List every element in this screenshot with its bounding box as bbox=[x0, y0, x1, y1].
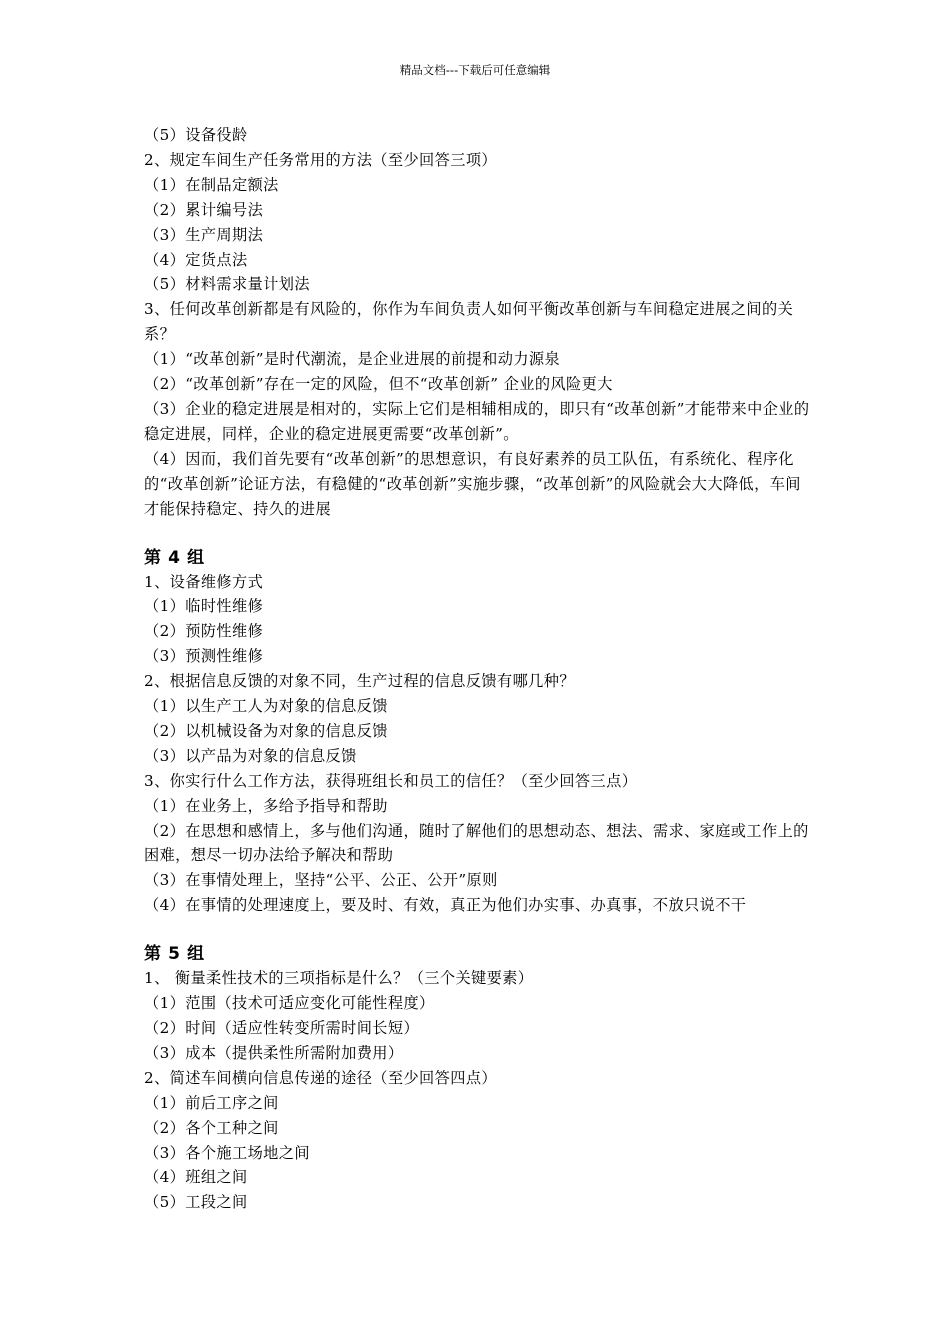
text-paragraph: （3）企业的稳定进展是相对的，实际上它们是相辅相成的，即只有“改革创新”才能带来中企业的稳定进展，同样，企业的稳定进展更需要“改革创新”。 bbox=[144, 399, 810, 443]
text-line: （2）“改革创新”存在一定的风险，但不“改革创新” 企业的风险更大 bbox=[144, 375, 613, 394]
text-line: （2）时间（适应性转变所需时间长短） bbox=[144, 1019, 420, 1037]
text-line: （2）预防性维修 bbox=[144, 622, 264, 641]
group-5-section bbox=[144, 942, 814, 1215]
text-line: （4）在事情的处理速度上，要及时、有效，真正为他们办实事、办真事，不放只说不干 bbox=[144, 896, 747, 915]
text-line: （1）在制品定额法 bbox=[144, 175, 279, 194]
text-line: （5）设备役龄 bbox=[144, 126, 248, 144]
text-line: （5）工段之间 bbox=[144, 1193, 248, 1212]
text-line: （1）范围（技术可适应变化可能性程度） bbox=[144, 994, 435, 1013]
text-line: （1）“改革创新”是时代潮流，是企业进展的前提和动力源泉 bbox=[144, 350, 561, 369]
question-line: 2、简述车间横向信息传递的途径（至少回答四点） bbox=[144, 1068, 497, 1087]
group-4-section bbox=[144, 546, 814, 919]
text-line: （3）预测性维修 bbox=[144, 647, 264, 666]
text-line: （2）以机械设备为对象的信息反馈 bbox=[144, 721, 388, 740]
question-line: 2、根据信息反馈的对象不同，生产过程的信息反馈有哪几种？ bbox=[144, 672, 575, 691]
text-line: （3）各个施工场地之间 bbox=[144, 1143, 310, 1162]
text-line: （4）定货点法 bbox=[144, 250, 248, 269]
text-line: （3）在事情处理上，坚持“公平、公正、公开”原则 bbox=[144, 871, 498, 890]
text-line: （1）以生产工人为对象的信息反馈 bbox=[144, 697, 388, 716]
text-paragraph: （2）在思想和感情上，多与他们沟通，随时了解他们的思想动态、想法、需求、家庭或工作上的困难，想尽一切办法给予解决和帮助 bbox=[144, 821, 809, 865]
question-line: 2、规定车间生产任务常用的方法（至少回答三项） bbox=[144, 150, 497, 169]
intro-section bbox=[144, 123, 814, 522]
group-5-heading: 第 5 组 bbox=[144, 944, 205, 965]
question-line: 1、设备维修方式 bbox=[144, 572, 264, 591]
text-line: （2）各个工种之间 bbox=[144, 1118, 279, 1137]
question-paragraph: 3、任何改革创新都是有风险的，你作为车间负责人如何平衡改革创新与车间稳定进展之间的关系？ bbox=[144, 300, 794, 344]
question-line: 3、你实行什么工作方法，获得班组长和员工的信任？（至少回答三点） bbox=[144, 771, 638, 790]
text-paragraph: （4）因而，我们首先要有“改革创新”的思想意识，有良好素养的员工队伍，有系统化、程序化的“改革创新”论证方法，有稳健的“改革创新”实施步骤，“改革创新”的风险就会大大降低，车间才能保持稳定、持久的进展 bbox=[144, 449, 801, 518]
text-line: （2）累计编号法 bbox=[144, 200, 264, 219]
group-4-heading: 第 4 组 bbox=[144, 547, 205, 568]
page-header: 精品文档---下载后可任意编辑 bbox=[399, 63, 551, 77]
text-line: （3）成本（提供柔性所需附加费用） bbox=[144, 1043, 404, 1062]
text-line: （1）在业务上，多给予指导和帮助 bbox=[144, 796, 388, 815]
text-line: （1）临时性维修 bbox=[144, 597, 264, 616]
text-line: （3）生产周期法 bbox=[144, 225, 264, 244]
text-line: （4）班组之间 bbox=[144, 1168, 248, 1187]
text-line: （3）以产品为对象的信息反馈 bbox=[144, 746, 357, 765]
document-body bbox=[144, 123, 814, 1215]
text-line: （5）材料需求量计划法 bbox=[144, 275, 310, 294]
question-line: 1、 衡量柔性技术的三项指标是什么？（三个关键要素） bbox=[144, 969, 534, 988]
text-line: （1）前后工序之间 bbox=[144, 1093, 279, 1112]
